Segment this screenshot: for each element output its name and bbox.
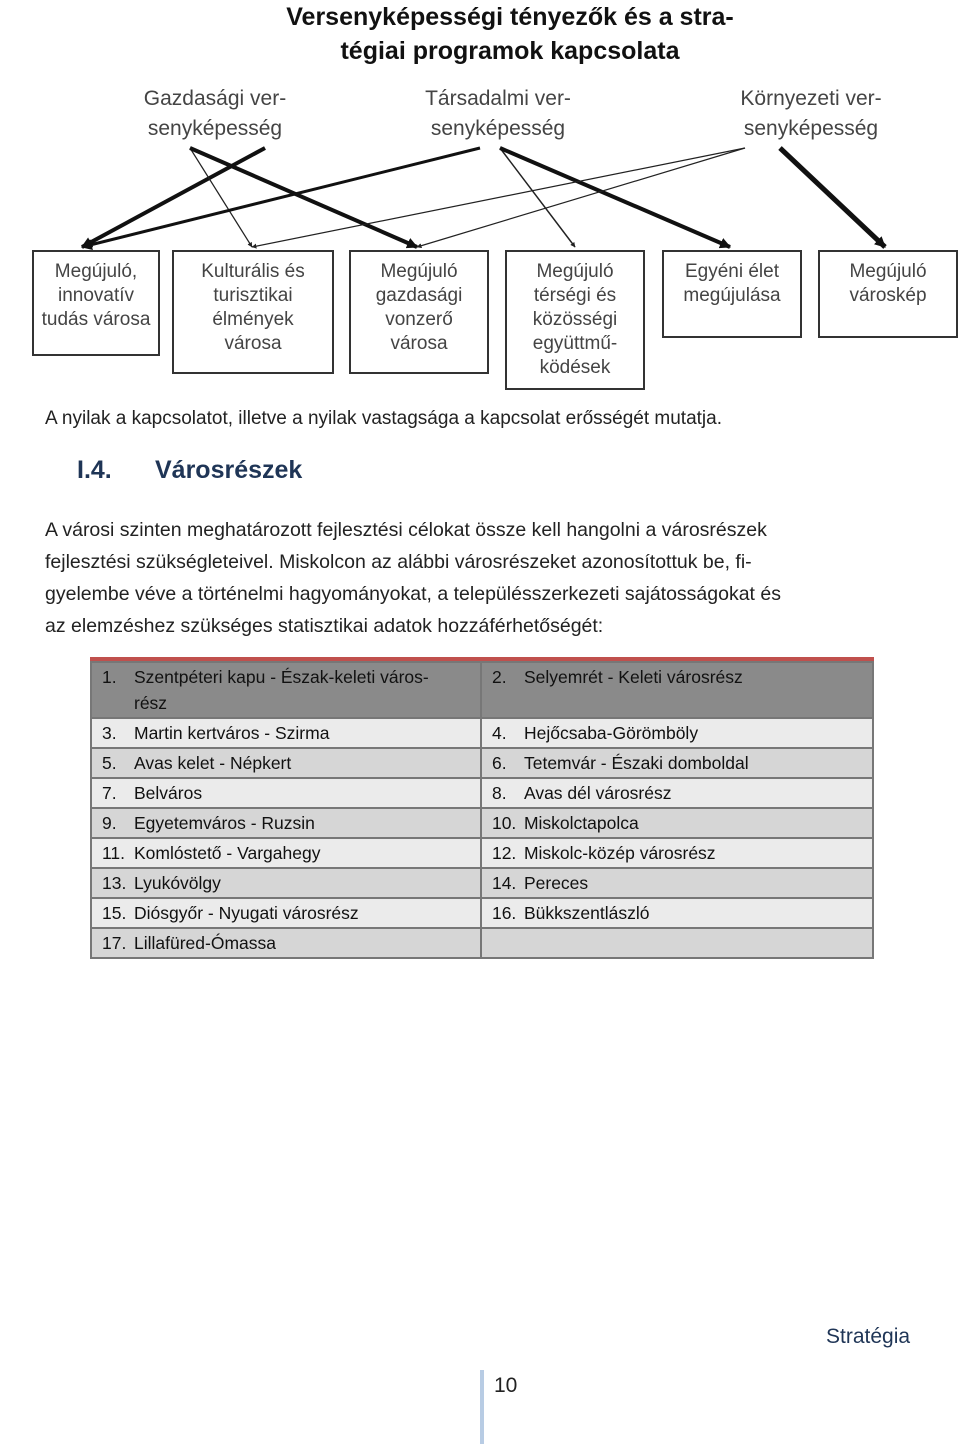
table-cell <box>481 868 873 898</box>
district-number: 5. <box>102 753 117 773</box>
program-box-attraction-line-2: gazdasági <box>375 285 463 306</box>
district-number: 8. <box>491 783 507 803</box>
district-number: 6. <box>491 753 507 773</box>
table-cell <box>91 748 481 778</box>
table-row <box>91 808 873 838</box>
district-name: Lyukóvölgy <box>134 873 221 893</box>
district-name: Martin kertváros - Szirma <box>134 723 330 743</box>
paragraph-line-1: A városi szinten meghatározott fejlesztési célokat össze kell hangolni a városrészek <box>45 519 767 541</box>
category-economic-line-1: Gazdasági ver- <box>143 87 287 110</box>
footer-label: Stratégia <box>826 1325 911 1348</box>
table-cell <box>481 778 873 808</box>
program-box-cooperation <box>505 250 645 390</box>
district-name: Diósgyőr - Nyugati városrész <box>134 903 359 923</box>
table-cell <box>91 808 481 838</box>
table-row <box>91 718 873 748</box>
category-economic-line-2: senyképesség <box>147 117 283 140</box>
table-cell <box>481 898 873 928</box>
table-cell <box>91 898 481 928</box>
district-name: Szentpéteri kapu - Észak-keleti város- <box>134 667 429 687</box>
program-box-knowledge-line-3: tudás városa <box>41 309 151 330</box>
table-row <box>91 748 873 778</box>
table-row <box>91 898 873 928</box>
table-row <box>91 928 873 958</box>
district-number: 17. <box>102 933 127 953</box>
table-row <box>91 778 873 808</box>
arrow-economic-to-attraction <box>190 148 417 247</box>
district-name: Hejőcsaba-Görömböly <box>523 723 699 743</box>
program-box-cooperation-line-4: együttmű- <box>532 333 618 354</box>
title-line-1: Versenyképességi tényezők és a stra- <box>286 3 734 31</box>
program-box-cooperation-line-1: Megújuló <box>536 261 614 282</box>
district-number: 1. <box>102 667 117 687</box>
district-number: 4. <box>491 723 507 743</box>
district-name: Miskolctapolca <box>523 813 639 833</box>
table-cell <box>481 808 873 838</box>
paragraph-line-2: fejlesztési szükségleteivel. Miskolcon az alábbi városrészeket azonosítottuk be, fi- <box>45 551 752 573</box>
district-number: 14. <box>491 873 517 893</box>
category-environmental-line-2: senyképesség <box>743 117 879 140</box>
table-row <box>91 868 873 898</box>
district-number: 10. <box>491 813 517 833</box>
table-row <box>91 662 873 718</box>
program-box-culture-line-1: Kulturális és <box>201 261 305 282</box>
title-line-2: tégiai programok kapcsolata <box>340 37 680 65</box>
diagram-caption: A nyilak a kapcsolatot, illetve a nyilak vastagsága a kapcsolat erősségét mutatja. <box>45 408 722 429</box>
section-heading <box>77 456 302 485</box>
districts-table <box>90 661 874 959</box>
arrow-social-to-knowledge <box>82 148 480 247</box>
table-cell <box>481 748 873 778</box>
paragraph-line-3: gyelembe véve a történelmi hagyományokat, a településszerkezeti sajátosságokat és <box>45 583 781 605</box>
district-name: Avas kelet - Népkert <box>134 753 292 773</box>
program-box-culture-line-4: városa <box>224 333 282 354</box>
table-cell <box>481 662 873 718</box>
district-name: Miskolc-közép városrész <box>523 843 716 863</box>
program-box-cooperation-line-3: közösségi <box>532 309 618 330</box>
category-environmental-line-1: Környezeti ver- <box>740 87 882 110</box>
table-cell <box>481 928 873 958</box>
district-name: Lillafüred-Ómassa <box>134 933 276 953</box>
program-box-attraction <box>349 250 489 374</box>
district-name: Bükkszentlászló <box>523 903 650 923</box>
program-box-culture-line-3: élmények <box>212 309 294 330</box>
page-number: 10 <box>494 1374 518 1397</box>
district-number: 7. <box>102 783 117 803</box>
district-name: Belváros <box>134 783 203 803</box>
arrow-economic-to-knowledge <box>82 148 265 247</box>
program-box-cityscape-line-1: Megújuló <box>849 261 927 282</box>
program-box-culture-line-2: turisztikai <box>213 285 293 306</box>
table-cell <box>91 662 481 718</box>
district-number: 3. <box>102 723 117 743</box>
table-cell <box>91 838 481 868</box>
arrow-environmental-to-cityscape <box>780 148 885 247</box>
district-name: Avas dél városrész <box>523 783 672 803</box>
district-name: Tetemvár - Északi domboldal <box>523 753 749 773</box>
districts-table-wrapper <box>90 657 874 959</box>
table-cell <box>91 868 481 898</box>
district-number: 2. <box>491 667 507 687</box>
district-name: Egyetemváros - Ruzsin <box>134 813 315 833</box>
district-name-continued: rész <box>134 693 168 713</box>
district-name: Komlóstető - Vargahegy <box>134 843 321 863</box>
paragraph-line-4: az elemzéshez szükséges statisztikai adatok hozzáférhetőségét: <box>45 615 604 637</box>
program-box-cityscape-line-2: városkép <box>849 285 927 306</box>
arrow-environmental-to-culture <box>252 148 745 247</box>
program-box-knowledge-line-2: innovatív <box>57 285 135 306</box>
table-cell <box>481 838 873 868</box>
program-box-individual-line-1: Egyéni élet <box>684 261 779 282</box>
district-name: Pereces <box>523 873 589 893</box>
table-cell <box>481 718 873 748</box>
program-box-cooperation-line-2: térségi és <box>533 285 617 306</box>
table-cell <box>91 778 481 808</box>
program-box-attraction-line-4: városa <box>390 333 448 354</box>
district-number: 9. <box>102 813 117 833</box>
district-number: 16. <box>491 903 517 923</box>
district-number: 15. <box>102 903 127 923</box>
category-social-line-1: Társadalmi ver- <box>425 87 571 110</box>
program-box-cooperation-line-5: ködések <box>539 357 611 378</box>
program-box-attraction-line-1: Megújuló <box>380 261 458 282</box>
body-paragraph <box>45 514 920 642</box>
program-box-culture <box>172 250 334 374</box>
footer-divider <box>480 1370 484 1444</box>
program-box-individual-line-2: megújulása <box>683 285 781 306</box>
program-box-knowledge <box>32 250 160 356</box>
category-social-line-2: senyképesség <box>430 117 566 140</box>
program-box-individual <box>662 250 802 338</box>
table-row <box>91 838 873 868</box>
program-box-knowledge-line-1: Megújuló, <box>54 261 138 282</box>
district-number: 11. <box>102 843 126 863</box>
table-cell <box>91 718 481 748</box>
program-box-cityscape <box>818 250 958 338</box>
section-title: Városrészek <box>155 456 303 484</box>
district-number: 13. <box>102 873 127 893</box>
program-box-attraction-line-3: vonzerő <box>385 309 453 330</box>
section-number: I.4. <box>77 456 112 484</box>
district-number: 12. <box>491 843 517 863</box>
district-name: Selyemrét - Keleti városrész <box>523 667 743 687</box>
table-cell <box>91 928 481 958</box>
